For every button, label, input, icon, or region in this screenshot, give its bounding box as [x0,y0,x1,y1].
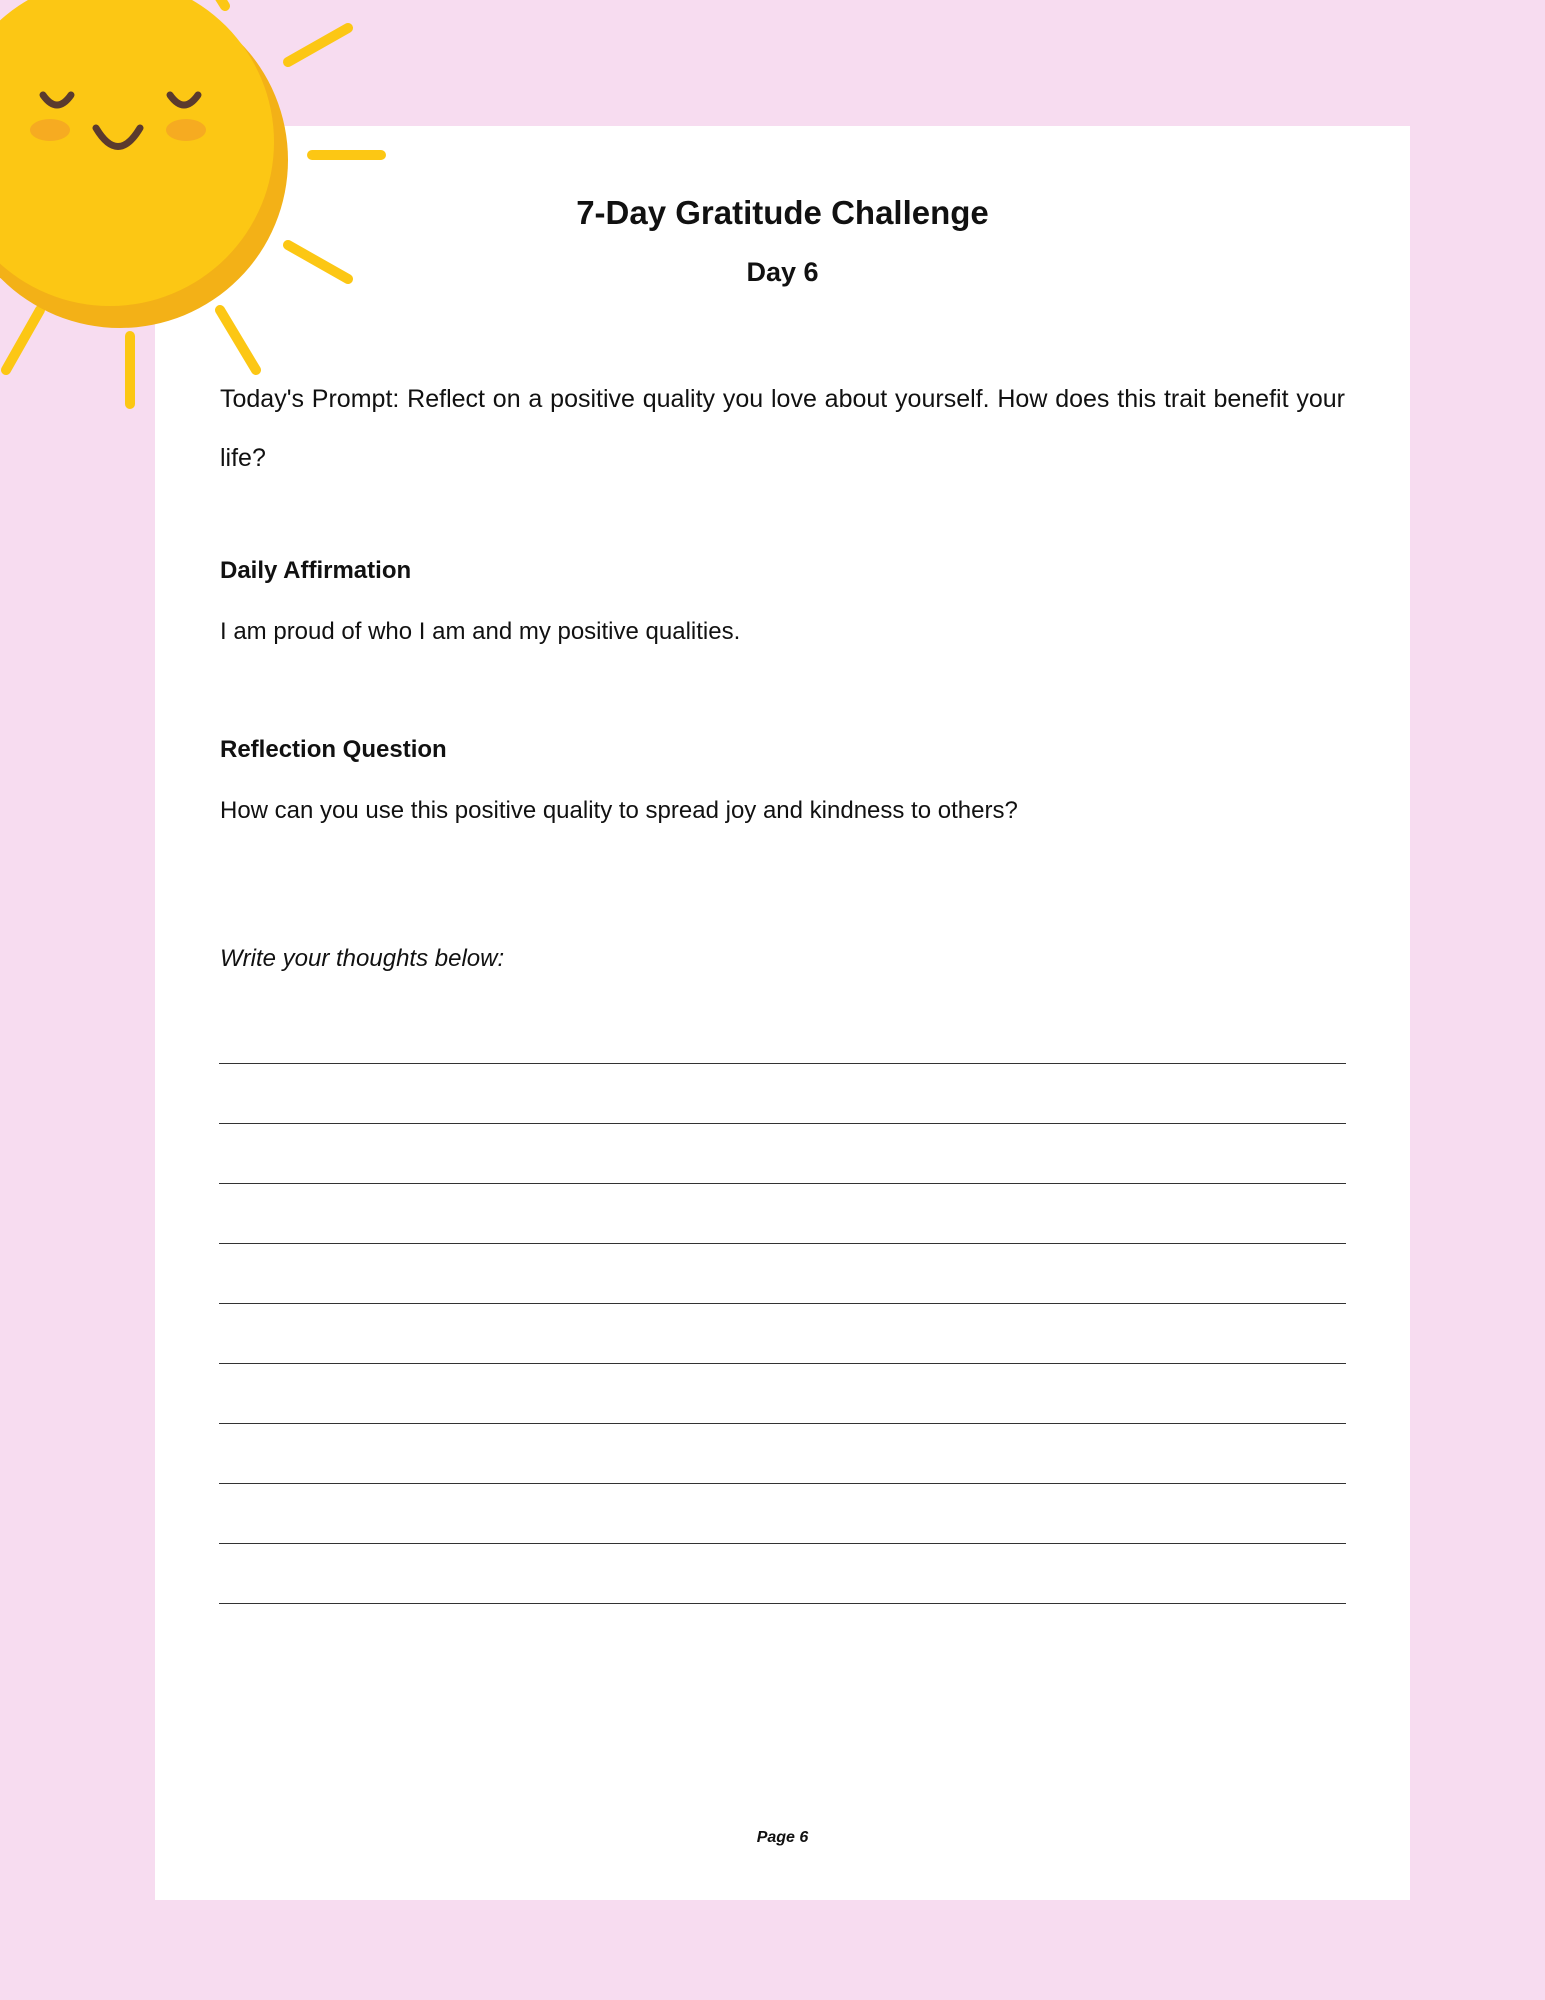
writing-line[interactable] [219,1183,1346,1184]
writing-line[interactable] [219,1423,1346,1424]
writing-line[interactable] [219,1243,1346,1244]
writing-line[interactable] [219,1123,1346,1124]
affirmation-heading: Daily Affirmation [220,557,412,584]
todays-prompt: Today's Prompt: Reflect on a positive quality you love about yourself. How does this trait benefit your life? [220,385,1345,472]
write-thoughts-label: Write your thoughts below: [220,945,505,972]
writing-line[interactable] [219,1303,1346,1304]
page-number: Page 6 [756,1829,809,1846]
writing-line[interactable] [219,1483,1346,1484]
writing-line[interactable] [219,1543,1346,1544]
page-title: 7-Day Gratitude Challenge [576,194,989,231]
smiling-sun-icon [0,0,400,420]
affirmation-text: I am proud of who I am and my positive qualities. [220,618,741,645]
writing-line[interactable] [219,1363,1346,1364]
day-label: Day 6 [746,257,819,287]
reflection-question: How can you use this positive quality to spread joy and kindness to others? [220,797,1018,824]
writing-line[interactable] [219,1603,1346,1604]
writing-line[interactable] [219,1063,1346,1064]
reflection-heading: Reflection Question [220,736,447,763]
